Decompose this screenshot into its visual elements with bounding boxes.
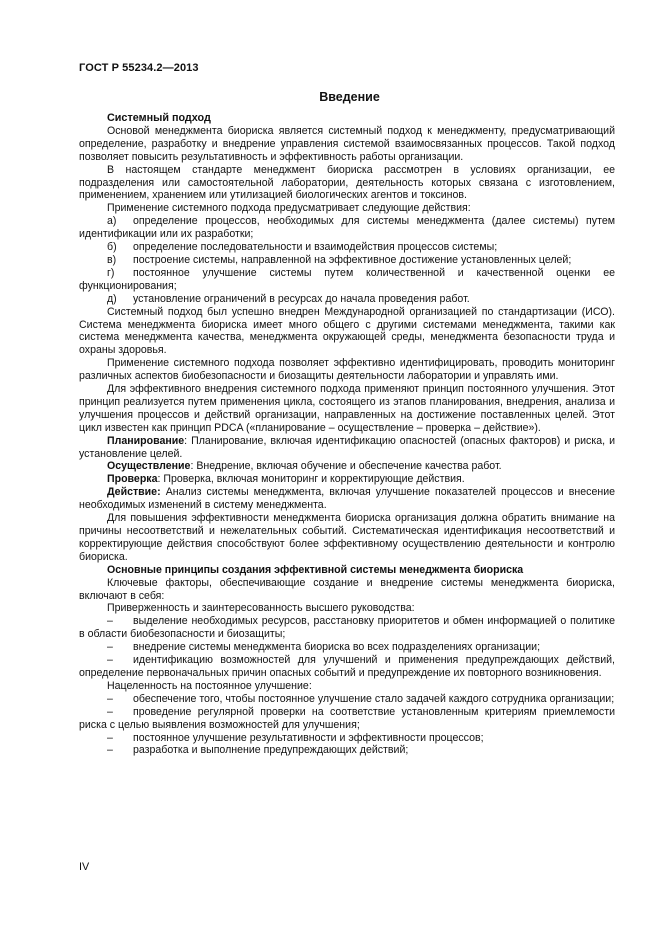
pdca-term: Планирование	[107, 434, 185, 447]
pdca-text: Проверка, включая мониторинг и корректирующие действия.	[163, 473, 465, 486]
paragraph: Нацеленность на постоянное улучшение:	[107, 679, 312, 692]
paragraph: Приверженность и заинтересованность высшего руководства:	[107, 602, 415, 615]
list-item-text: определение последовательности и взаимодействия процессов системы;	[133, 241, 498, 254]
document-header: ГОСТ Р 55234.2—2013	[79, 62, 199, 74]
list-marker: –	[107, 744, 113, 757]
paragraph: Для повышения эффективности менеджмента биориска организация должна обратить внимание на причины несоответствий и нежелательных событий. Систематическая идентификация несоответствий и корректирующие действия способствуют более эффективному осуществлению деятельности и контролю биориска.	[79, 512, 615, 563]
paragraph: Основой менеджмента биориска является системный подход к менеджменту, предусматривающий определение, разработку и внедрение управления системой взаимосвязанных процессов. Такой подход позволяет повысить результативность и эффективность работы организации.	[79, 124, 615, 163]
list-item-text: установление ограничений в ресурсах до начала проведения работ.	[133, 292, 470, 305]
pdca-item	[79, 435, 615, 461]
list-item-text: проведение регулярной проверки на соответствие установленным критериям приемлемости риска с целью выявления возможностей для улучшения;	[79, 705, 615, 731]
list-marker: –	[107, 615, 113, 628]
list-item-text: выделение необходимых ресурсов, расстановку приоритетов и обмен информацией о политике в области биобезопасности и биозащиты;	[79, 615, 615, 641]
list-item	[79, 654, 615, 680]
subheading-key-principles: Основные принципы создания эффективной системы менеджмента биориска	[107, 563, 524, 576]
pdca-item	[79, 473, 615, 486]
list-item	[79, 615, 615, 641]
paragraph: Ключевые факторы, обеспечивающие создание и внедрение системы менеджмента биориска, включают в себя:	[79, 576, 615, 602]
pdca-separator: :	[190, 460, 197, 473]
section-title	[0, 90, 661, 104]
pdca-term: Действие:	[107, 486, 161, 499]
list-item-text: внедрение системы менеджмента биориска во всех подразделениях организации;	[133, 641, 541, 654]
section-title-text: Введение	[319, 90, 380, 104]
pdca-separator: :	[184, 434, 192, 447]
list-item-text: определение процессов, необходимых для системы менеджмента (далее системы) путем идентификации или их разработки;	[79, 215, 615, 241]
list-item-text: обеспечение того, чтобы постоянное улучшение стало задачей каждого сотрудника организации;	[133, 692, 615, 705]
paragraph: Системный подход был успешно внедрен Международной организацией по стандартизации (ИСО). Система менеджмента биориска имеет много общего с другими системами менеджмента, такими как система менеджмента качества, менеджмента окружающей среды, менеджмента безопасности труда и охраны здоровья.	[79, 305, 615, 357]
list-item	[79, 215, 615, 241]
list-item	[79, 267, 615, 293]
list-marker: д)	[107, 292, 117, 305]
list-item	[79, 293, 615, 306]
list-marker: –	[107, 692, 113, 705]
list-marker: в)	[107, 253, 117, 266]
paragraph: Применение системного подхода позволяет эффективно идентифицировать, проводить мониторинг различных аспектов биобезопасности и биозащиты деятельности лаборатории и управлять ими.	[79, 357, 615, 383]
list-item-text: идентификацию возможностей для улучшений и применения предупреждающих действий, определение первоначальных причин опасных событий и предупреждение их повторного возникновения.	[79, 654, 615, 679]
list-item	[79, 254, 615, 267]
pdca-text: Анализ системы менеджмента, включая улучшение показателей процессов и внесение необходимых изменений в систему менеджмента.	[79, 486, 616, 512]
list-item	[79, 732, 615, 745]
paragraph: Для эффективного внедрения системного подхода применяют принцип постоянного улучшения. Этот принцип реализуется путем применения цикла, состоящего из этапов планирования, внедрения, анализа и улучшения процессов и действий организации, направленных на достижение поставленных целей. Этот цикл известен как принцип PDCA («планирование – осуществление – проверка – действие»).	[79, 383, 615, 434]
list-item-text: построение системы, направленной на эффективное достижение установленных целей;	[133, 253, 572, 266]
list-item-text: постоянное улучшение системы путем количественной и качественной оценки ее функционирования;	[79, 266, 615, 292]
list-item-text: разработка и выполнение предупреждающих действий;	[133, 744, 409, 757]
list-marker: –	[107, 705, 113, 718]
paragraph: Применение системного подхода предусматривает следующие действия:	[107, 202, 471, 215]
list-item	[79, 693, 615, 706]
list-item	[79, 241, 615, 254]
pdca-term: Проверка	[107, 473, 158, 486]
list-marker: –	[107, 654, 113, 667]
subheading-system-approach: Системный подход	[107, 112, 211, 124]
list-marker: –	[107, 731, 113, 744]
list-item	[79, 706, 615, 732]
paragraph: В настоящем стандарте менеджмент биориска рассмотрен в условиях организации, ее подразделения или самостоятельной лаборатории, деятельность которых связана с изготовлением, применением, хранением или утилизацией биологических агентов и токсинов.	[79, 163, 615, 202]
pdca-item	[79, 460, 615, 473]
list-marker: –	[107, 641, 113, 654]
document-body	[79, 112, 615, 757]
list-marker: а)	[107, 215, 117, 228]
pdca-term: Осуществление	[107, 460, 191, 473]
list-item	[79, 744, 615, 757]
pdca-text: Планирование, включая идентификацию опасностей (опасных факторов) и риска, и установление целей.	[79, 434, 615, 460]
list-item-text: постоянное улучшение результативности и эффективности процессов;	[133, 731, 484, 744]
list-marker: г)	[107, 266, 115, 279]
list-item	[79, 641, 615, 654]
page-number: IV	[79, 861, 90, 873]
pdca-item	[79, 486, 615, 512]
pdca-separator: :	[157, 473, 164, 486]
list-marker: б)	[107, 241, 117, 254]
pdca-text: Внедрение, включая обучение и обеспечение качества работ.	[196, 460, 502, 473]
